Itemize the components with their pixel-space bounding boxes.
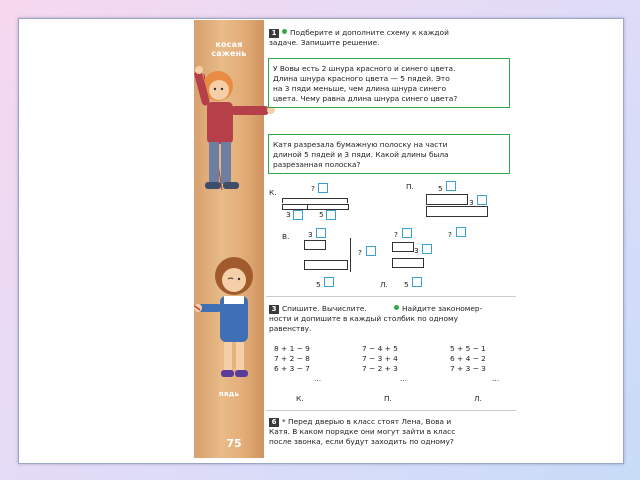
expression: 8 + 1 − 9 [274, 344, 310, 353]
answer-box[interactable] [318, 183, 328, 193]
left-strip [194, 20, 264, 458]
scheme-k-brace [282, 198, 348, 199]
scheme-v-bottom: 5 [316, 280, 321, 289]
scheme-p-bar-top [426, 194, 468, 205]
scheme-p-label: П. [406, 182, 414, 191]
task1-header [269, 28, 449, 38]
task1-number: 1 [269, 29, 279, 38]
task3-line-1-wrap [269, 417, 451, 427]
ellipsis: ... [314, 374, 322, 383]
strip-top-label-1: косая [215, 40, 243, 49]
answer-box[interactable] [412, 277, 422, 287]
scheme-k-left-val: 3 [286, 210, 291, 219]
answer-box[interactable] [316, 228, 326, 238]
scheme-v-bar-2 [304, 260, 348, 270]
scheme-k-brace-right [347, 198, 348, 203]
problem-a-line-2: Длина шнура красного цвета — 5 пядей. Это [273, 74, 450, 83]
separator [266, 296, 516, 297]
task2-number: 3 [269, 305, 279, 314]
column-k [274, 344, 321, 384]
scheme-v-top: 3 [308, 230, 313, 239]
column-k-label: К. [296, 394, 304, 403]
expression: 6 + 3 − 7 [274, 364, 310, 373]
column-p [362, 344, 407, 384]
task3-number: 6 [269, 418, 279, 427]
strip-bottom-label: пядь [218, 390, 240, 398]
scheme-l-top: ? [394, 230, 398, 239]
problem-b-line-2: длиной 5 пядей и 3 пяди. Какой длины была [273, 150, 449, 159]
asterisk-icon: * [282, 417, 289, 426]
expression: 5 + 5 − 1 [450, 344, 486, 353]
answer-box[interactable] [326, 210, 336, 220]
column-l-label: Л. [474, 394, 482, 403]
scheme-p-top: 5 [438, 184, 443, 193]
page-number: 75 [226, 437, 242, 450]
problem-a-line-4: цвета. Чему равна длина шнура синего цвета? [273, 94, 458, 103]
problem-b-line-1: Катя разрезала бумажную полоску на части [273, 140, 448, 149]
green-dot-icon [394, 305, 399, 310]
task2-instruction-4: равенству. [269, 324, 312, 333]
scheme-k-label: К. [269, 188, 277, 197]
problem-a-line-3: на 3 пяди меньше, чем длина шнура синего [273, 84, 446, 93]
scheme-l-bar-2 [392, 258, 424, 268]
scheme-v-brace [350, 238, 351, 272]
scheme-l-label: Л. [380, 280, 388, 289]
task2-instruction-2-wrap [394, 304, 482, 313]
scheme-k-brace-left [282, 198, 283, 203]
textbook-page [194, 20, 516, 458]
scheme-p-side: 3 [469, 198, 474, 207]
page-content [266, 20, 516, 458]
task3-line-1: Перед дверью в класс стоят Лена, Вова и [288, 417, 452, 426]
expression: 6 + 4 − 2 [450, 354, 486, 363]
answer-box[interactable] [293, 210, 303, 220]
column-l [450, 344, 499, 384]
task2-instruction-1: Спишите. Вычислите. [282, 304, 367, 313]
problem-a-box [268, 58, 510, 108]
expression: 7 − 2 + 3 [362, 364, 398, 373]
answer-box[interactable] [324, 277, 334, 287]
answer-box[interactable] [366, 246, 376, 256]
task3-line-2: Катя. В каком порядке они могут зайти в класс [269, 427, 456, 436]
scheme-p-bar-bottom [426, 206, 488, 217]
task2-instruction-3: ности и допишите в каждый столбик по одному [269, 314, 458, 323]
strip-top-label-2: сажень [211, 49, 247, 58]
answer-box[interactable] [446, 181, 456, 191]
scheme-v-bar-1 [304, 240, 326, 250]
answer-box[interactable] [477, 195, 487, 205]
column-p-label: П. [384, 394, 392, 403]
task1-instruction-2: задаче. Запишите решение. [269, 38, 380, 47]
expression: 7 + 3 − 3 [450, 364, 486, 373]
problem-b-box [268, 134, 510, 174]
problem-a-line-1: У Вовы есть 2 шнура красного и синего цвета. [273, 64, 456, 73]
expression: 7 + 2 − 8 [274, 354, 310, 363]
scheme-k-top: ? [311, 184, 315, 193]
scheme-v-mid: ? [358, 248, 362, 257]
task1-instruction-1: Подберите и дополните схему к каждой [290, 28, 449, 37]
scheme-l-side: 3 [414, 246, 419, 255]
expression: 7 − 4 + 5 [362, 344, 398, 353]
scheme-p-bottom: ? [448, 230, 452, 239]
green-dot-icon [282, 29, 287, 34]
problem-b-line-3: разрезанная полоска? [273, 160, 361, 169]
scheme-v-label: В. [282, 232, 290, 241]
task3-line-3: после звонка, если будут заходить по одному? [269, 437, 454, 446]
scheme-k-right-val: 5 [319, 210, 324, 219]
expression: 7 − 3 + 4 [362, 354, 398, 363]
separator [266, 410, 516, 411]
answer-box[interactable] [402, 228, 412, 238]
task2-instruction-2: Найдите закономер- [402, 304, 483, 313]
ellipsis: ... [492, 374, 500, 383]
scheme-l-bottom: 5 [404, 280, 409, 289]
answer-box[interactable] [456, 227, 466, 237]
ellipsis: ... [400, 374, 408, 383]
task2-header [269, 304, 367, 314]
scheme-l-bar-1 [392, 242, 414, 252]
answer-box[interactable] [422, 244, 432, 254]
